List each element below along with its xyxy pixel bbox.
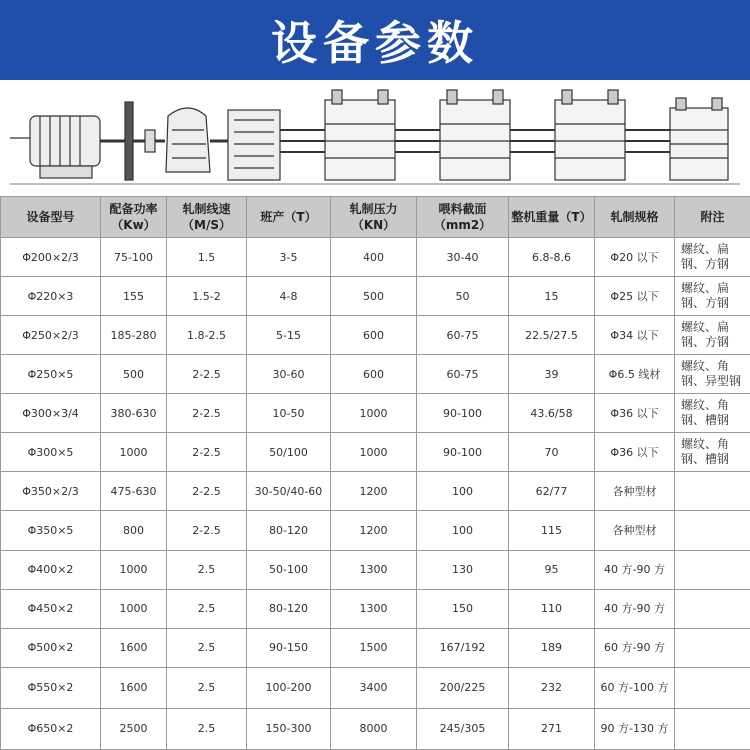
cell-rolling-pressure: 1000 xyxy=(331,394,417,433)
cell-model: Φ220×3 xyxy=(1,277,101,316)
table-row xyxy=(1,550,750,589)
table-row xyxy=(1,355,750,394)
cell-model: Φ500×2 xyxy=(1,628,101,667)
cell-power: 800 xyxy=(101,511,167,550)
table-row xyxy=(1,238,750,277)
cell-feed-section: 245/305 xyxy=(417,708,509,749)
cell-feed-section: 100 xyxy=(417,472,509,511)
header-model: 设备型号 xyxy=(1,197,101,238)
cell-machine-weight: 95 xyxy=(509,550,595,589)
cell-model: Φ300×3/4 xyxy=(1,394,101,433)
cell-machine-weight: 43.6/58 xyxy=(509,394,595,433)
cell-rolling-spec: Φ34 以下 xyxy=(595,316,675,355)
header-line-speed: 轧制线速（M/S） xyxy=(167,197,247,238)
cell-notes: 螺纹、扁钢、方钢 xyxy=(675,277,750,316)
cell-rolling-spec: Φ36 以下 xyxy=(595,394,675,433)
header-notes: 附注 xyxy=(675,197,750,238)
cell-power: 1000 xyxy=(101,589,167,628)
header-rolling-spec: 轧制规格 xyxy=(595,197,675,238)
header-shift-output: 班产（T） xyxy=(247,197,331,238)
table-row xyxy=(1,708,750,749)
cell-power: 1000 xyxy=(101,550,167,589)
cell-power: 1000 xyxy=(101,433,167,472)
cell-shift-output: 80-120 xyxy=(247,511,331,550)
cell-rolling-pressure: 1200 xyxy=(331,511,417,550)
cell-notes: 螺纹、扁钢、方钢 xyxy=(675,238,750,277)
cell-power: 185-280 xyxy=(101,316,167,355)
table-row xyxy=(1,589,750,628)
cell-rolling-spec: Φ25 以下 xyxy=(595,277,675,316)
cell-rolling-pressure: 400 xyxy=(331,238,417,277)
cell-shift-output: 50-100 xyxy=(247,550,331,589)
cell-power: 475-630 xyxy=(101,472,167,511)
cell-model: Φ250×2/3 xyxy=(1,316,101,355)
header-rolling-pressure: 轧制压力（KN） xyxy=(331,197,417,238)
table-row xyxy=(1,472,750,511)
cell-notes xyxy=(675,589,750,628)
cell-shift-output: 100-200 xyxy=(247,667,331,708)
cell-notes xyxy=(675,667,750,708)
cell-line-speed: 2.5 xyxy=(167,708,247,749)
cell-feed-section: 90-100 xyxy=(417,433,509,472)
cell-rolling-pressure: 8000 xyxy=(331,708,417,749)
cell-shift-output: 150-300 xyxy=(247,708,331,749)
cell-power: 1600 xyxy=(101,628,167,667)
table-row xyxy=(1,316,750,355)
cell-machine-weight: 232 xyxy=(509,667,595,708)
cell-feed-section: 60-75 xyxy=(417,316,509,355)
table-row xyxy=(1,667,750,708)
cell-notes xyxy=(675,550,750,589)
cell-notes: 螺纹、角钢、异型钢 xyxy=(675,355,750,394)
cell-notes: 螺纹、角钢、槽钢 xyxy=(675,433,750,472)
cell-power: 1600 xyxy=(101,667,167,708)
table-row xyxy=(1,277,750,316)
cell-model: Φ200×2/3 xyxy=(1,238,101,277)
cell-shift-output: 3-5 xyxy=(247,238,331,277)
cell-machine-weight: 70 xyxy=(509,433,595,472)
cell-line-speed: 2.5 xyxy=(167,628,247,667)
cell-power: 155 xyxy=(101,277,167,316)
page-title: 设备参数 xyxy=(271,16,479,70)
table-header xyxy=(1,197,750,238)
cell-rolling-pressure: 3400 xyxy=(331,667,417,708)
cell-machine-weight: 15 xyxy=(509,277,595,316)
cell-line-speed: 2-2.5 xyxy=(167,511,247,550)
cell-line-speed: 2.5 xyxy=(167,550,247,589)
cell-shift-output: 50/100 xyxy=(247,433,331,472)
table-header-row xyxy=(1,197,750,238)
cell-shift-output: 80-120 xyxy=(247,589,331,628)
cell-power: 380-630 xyxy=(101,394,167,433)
cell-rolling-pressure: 1500 xyxy=(331,628,417,667)
cell-model: Φ400×2 xyxy=(1,550,101,589)
cell-line-speed: 2-2.5 xyxy=(167,472,247,511)
table-row xyxy=(1,511,750,550)
cell-power: 500 xyxy=(101,355,167,394)
cell-line-speed: 1.5 xyxy=(167,238,247,277)
cell-shift-output: 5-15 xyxy=(247,316,331,355)
cell-feed-section: 60-75 xyxy=(417,355,509,394)
cell-notes xyxy=(675,628,750,667)
header-machine-weight: 整机重量（T） xyxy=(509,197,595,238)
cell-rolling-pressure: 1200 xyxy=(331,472,417,511)
cell-feed-section: 167/192 xyxy=(417,628,509,667)
cell-rolling-spec: Φ36 以下 xyxy=(595,433,675,472)
cell-notes xyxy=(675,708,750,749)
cell-line-speed: 1.5-2 xyxy=(167,277,247,316)
cell-line-speed: 2.5 xyxy=(167,667,247,708)
cell-rolling-pressure: 500 xyxy=(331,277,417,316)
cell-machine-weight: 22.5/27.5 xyxy=(509,316,595,355)
cell-feed-section: 100 xyxy=(417,511,509,550)
cell-machine-weight: 110 xyxy=(509,589,595,628)
cell-line-speed: 2-2.5 xyxy=(167,394,247,433)
cell-rolling-pressure: 600 xyxy=(331,316,417,355)
cell-feed-section: 200/225 xyxy=(417,667,509,708)
cell-shift-output: 10-50 xyxy=(247,394,331,433)
cell-shift-output: 4-8 xyxy=(247,277,331,316)
cell-feed-section: 30-40 xyxy=(417,238,509,277)
equipment-spec-table xyxy=(0,196,750,750)
table-row xyxy=(1,433,750,472)
cell-shift-output: 30-50/40-60 xyxy=(247,472,331,511)
cell-line-speed: 2-2.5 xyxy=(167,355,247,394)
rolling-mill-line-diagram-icon xyxy=(0,80,750,196)
cell-machine-weight: 271 xyxy=(509,708,595,749)
cell-machine-weight: 6.8-8.6 xyxy=(509,238,595,277)
cell-power: 2500 xyxy=(101,708,167,749)
table-row xyxy=(1,628,750,667)
cell-feed-section: 130 xyxy=(417,550,509,589)
cell-rolling-spec: Φ20 以下 xyxy=(595,238,675,277)
cell-feed-section: 90-100 xyxy=(417,394,509,433)
cell-rolling-spec: 90 方-130 方 xyxy=(595,708,675,749)
cell-rolling-spec: 各种型材 xyxy=(595,472,675,511)
cell-model: Φ350×5 xyxy=(1,511,101,550)
cell-rolling-pressure: 1300 xyxy=(331,550,417,589)
cell-notes: 螺纹、扁钢、方钢 xyxy=(675,316,750,355)
banner xyxy=(0,0,750,80)
cell-machine-weight: 115 xyxy=(509,511,595,550)
cell-rolling-spec: Φ6.5 线材 xyxy=(595,355,675,394)
cell-rolling-spec: 40 方-90 方 xyxy=(595,550,675,589)
cell-line-speed: 2.5 xyxy=(167,589,247,628)
cell-rolling-spec: 各种型材 xyxy=(595,511,675,550)
cell-model: Φ250×5 xyxy=(1,355,101,394)
cell-rolling-pressure: 1000 xyxy=(331,433,417,472)
header-feed-section: 喂料截面（mm2） xyxy=(417,197,509,238)
cell-machine-weight: 39 xyxy=(509,355,595,394)
cell-rolling-spec: 60 方-100 方 xyxy=(595,667,675,708)
cell-machine-weight: 62/77 xyxy=(509,472,595,511)
cell-model: Φ450×2 xyxy=(1,589,101,628)
cell-power: 75-100 xyxy=(101,238,167,277)
cell-rolling-pressure: 1300 xyxy=(331,589,417,628)
cell-rolling-spec: 40 方-90 方 xyxy=(595,589,675,628)
cell-model: Φ300×5 xyxy=(1,433,101,472)
cell-line-speed: 1.8-2.5 xyxy=(167,316,247,355)
cell-line-speed: 2-2.5 xyxy=(167,433,247,472)
cell-model: Φ650×2 xyxy=(1,708,101,749)
table-row xyxy=(1,394,750,433)
cell-shift-output: 90-150 xyxy=(247,628,331,667)
cell-notes xyxy=(675,511,750,550)
cell-machine-weight: 189 xyxy=(509,628,595,667)
cell-rolling-pressure: 600 xyxy=(331,355,417,394)
table-body xyxy=(1,238,750,750)
cell-model: Φ550×2 xyxy=(1,667,101,708)
header-power: 配备功率（Kw） xyxy=(101,197,167,238)
cell-notes: 螺纹、角钢、槽钢 xyxy=(675,394,750,433)
cell-shift-output: 30-60 xyxy=(247,355,331,394)
rolling-mill-line-diagram xyxy=(0,80,750,196)
cell-notes xyxy=(675,472,750,511)
cell-feed-section: 50 xyxy=(417,277,509,316)
cell-rolling-spec: 60 方-90 方 xyxy=(595,628,675,667)
cell-feed-section: 150 xyxy=(417,589,509,628)
cell-model: Φ350×2/3 xyxy=(1,472,101,511)
